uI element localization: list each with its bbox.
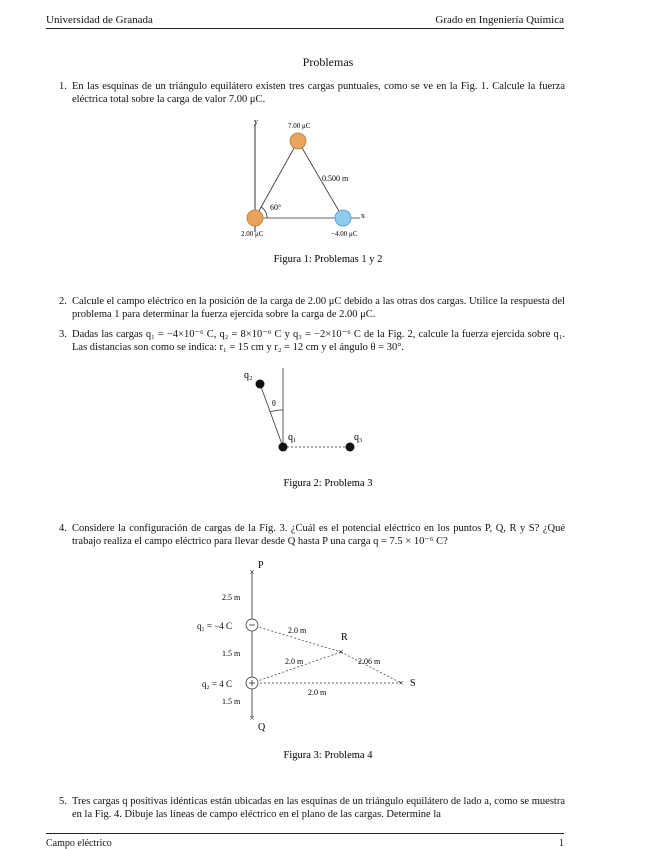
problem-number: 5. [59, 796, 67, 807]
x-axis-label: x [361, 211, 365, 220]
distance-q1-R: 2.0 m [288, 626, 307, 635]
charge-right-label: −4.00 μC [331, 230, 358, 238]
y-axis-label: y [254, 117, 258, 126]
charge-left-label: 2.00 μC [241, 230, 264, 238]
R-label: R [341, 632, 348, 643]
header-right: Grado en Ingeniería Química [435, 14, 564, 26]
problem-number: 1. [59, 81, 67, 92]
point-Q-mark: × [249, 713, 255, 723]
page-title: Problemas [302, 55, 354, 69]
problem-text: Calcule el campo eléctrico en la posición de la carga de 2.00 μC debido a las otras dos cargas. Utilice la respuesta del problema 1 para determinar la fuerza ejercida sobre la carga de 2.00 μC. [72, 296, 565, 320]
distance-q1-q2: 1.5 m [222, 649, 241, 658]
charge-top [290, 133, 306, 149]
charge-left [247, 210, 263, 226]
page-number: 1 [559, 838, 564, 849]
q1-label: q₁ = −4 C [197, 621, 233, 631]
distance-q2-S: 2.0 m [308, 688, 327, 697]
footer-rule [46, 833, 564, 834]
distance-q2-Q: 1.5 m [222, 697, 241, 706]
figure-1-caption: Figura 1: Problemas 1 y 2 [273, 254, 383, 265]
problem-number: 4. [59, 523, 67, 534]
charge-q3 [346, 443, 355, 452]
theta-arc [270, 410, 283, 412]
Q-label: Q [258, 722, 266, 733]
q2-label: q₂ = 4 C [202, 679, 232, 689]
q3-label: q₃ [354, 432, 363, 443]
theta-label: θ [272, 399, 276, 408]
problem-text: Considere la configuración de cargas de la Fig. 3. ¿Cuál es el potencial eléctrico en los puntos P, Q, R y S? ¿Qué trabajo realiza el campo eléctrico para llevar desde Q hasta P una carga q = 7.5 × 10⁻⁶ C? [72, 523, 565, 547]
footer-left: Campo eléctrico [46, 838, 112, 849]
distance-R-S: 2.06 m [358, 657, 381, 666]
problem-number: 3. [59, 329, 67, 340]
problem-text: Tres cargas q positivas idénticas están ubicadas en las esquinas de un triángulo equilátero de lado a, como se muestra en la Fig. 4. Dibuje las líneas de campo eléctrico en el plano de las cargas. Determine la [72, 796, 565, 820]
problem-number: 2. [59, 296, 67, 307]
figure-3 [197, 560, 416, 733]
charge-top-label: 7.00 μC [288, 122, 311, 130]
point-R-mark: × [338, 647, 344, 657]
figure-2-caption: Figura 2: Problema 3 [283, 478, 373, 489]
figure-1 [241, 117, 365, 238]
charge-q2 [256, 380, 265, 389]
point-P-mark: × [249, 567, 255, 577]
S-label: S [410, 678, 416, 689]
q1-label: q₁ [288, 432, 297, 443]
charge-right [335, 210, 351, 226]
header-left: Universidad de Granada [46, 14, 153, 26]
figure-2 [244, 368, 363, 452]
distance-q2-R: 2.0 m [285, 657, 304, 666]
distance-P-q1: 2.5 m [222, 593, 241, 602]
side-length-label: 0.500 m [322, 174, 349, 183]
line-q1-q2 [260, 384, 283, 447]
figure-3-caption: Figura 3: Problema 4 [283, 750, 373, 761]
point-S-mark: × [398, 678, 404, 688]
P-label: P [258, 560, 264, 571]
charge-q1 [279, 443, 288, 452]
problem-text: Dadas las cargas q₁ = −4×10⁻⁶ C, q₂ = 8×10⁻⁶ C y q₃ = −2×10⁻⁶ C de la Fig. 2, calcule la fuerza ejercida sobre q₁. Las distancias son como se indica: r₁ = 15 cm y r₂ = 12 cm y el ángulo θ = 30°. [72, 329, 565, 353]
q2-label: q₂ [244, 370, 253, 381]
problem-text: En las esquinas de un triángulo equilátero existen tres cargas puntuales, como se ve en la Fig. 1. Calcule la fuerza eléctrica total sobre la carga de valor 7.00 μC. [72, 81, 565, 105]
angle-label: 60° [270, 203, 282, 212]
